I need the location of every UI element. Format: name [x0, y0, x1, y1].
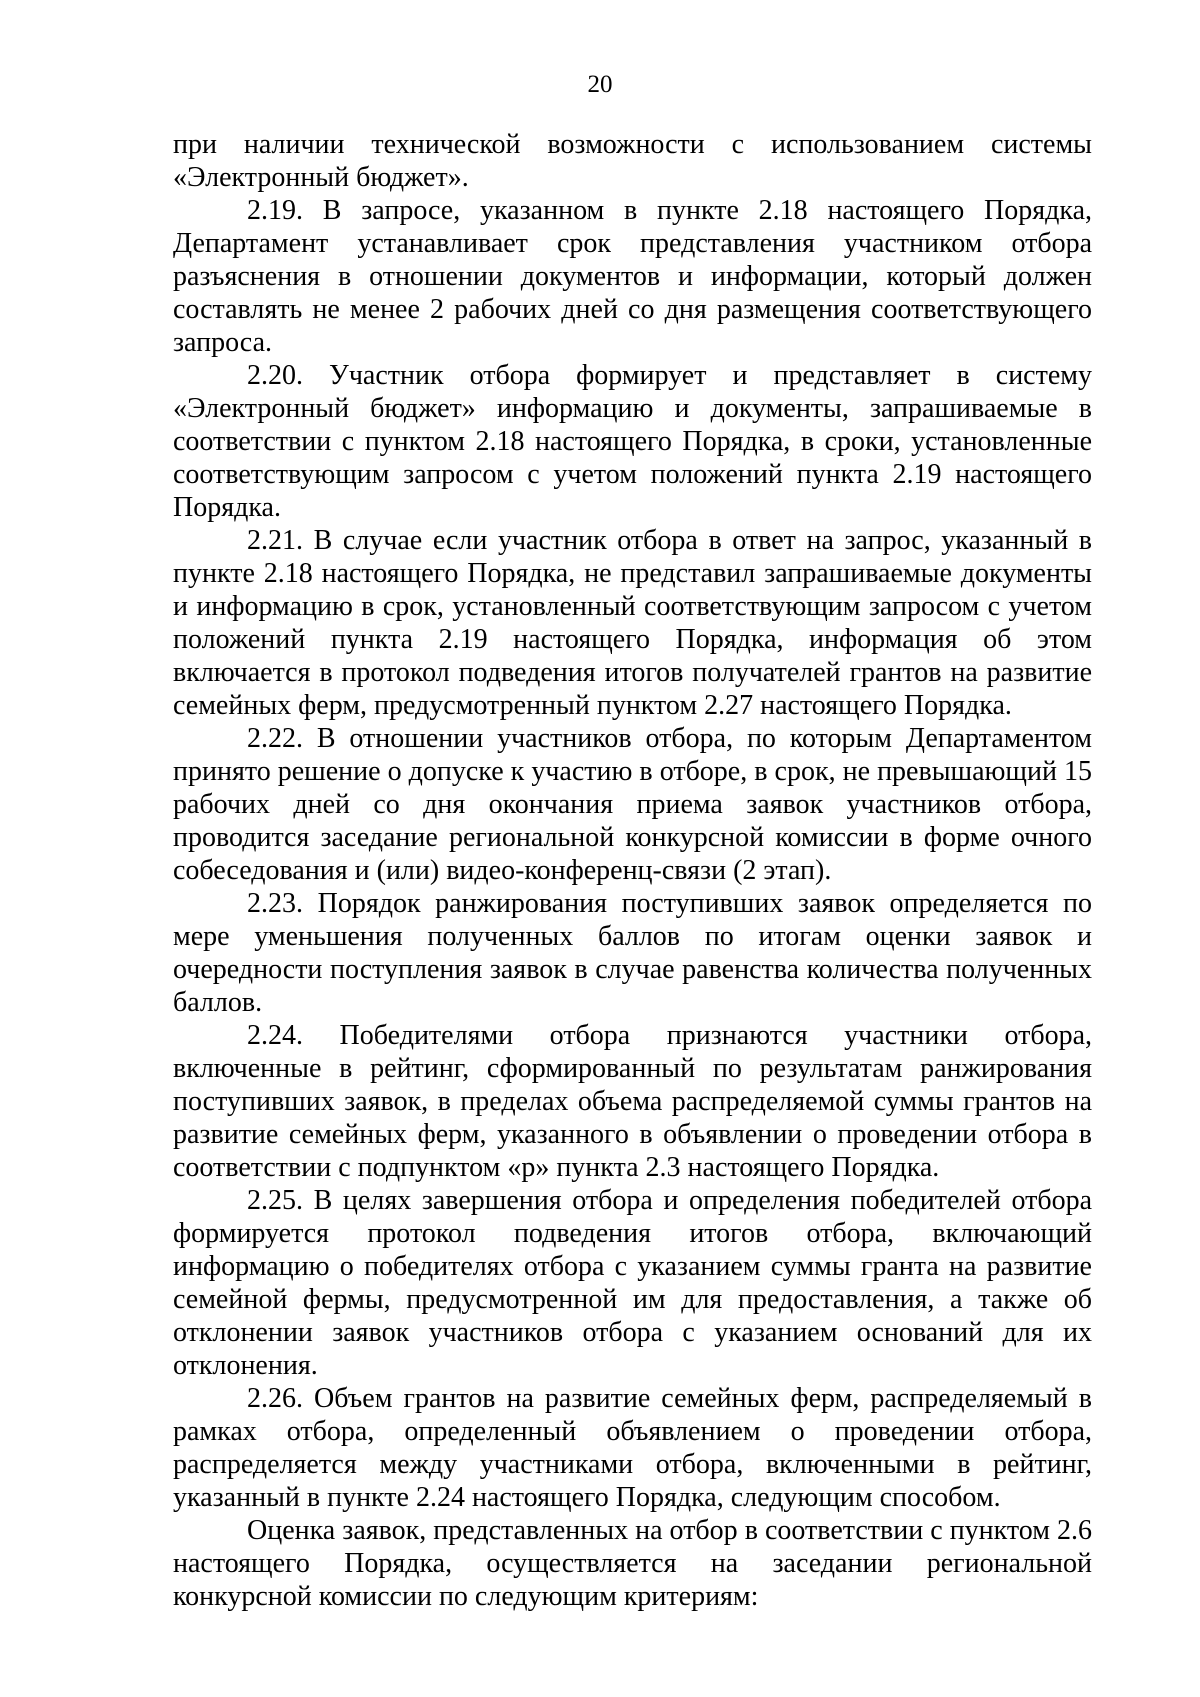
paragraph-2-25: 2.25. В целях завершения отбора и определения победителей отбора формируется протокол подведения итогов отбора, включающий информацию о победителях отбора с указанием суммы гранта на развитие семейной фермы, предусмотренной им для предоставления, а также об отклонении заявок участников отбора с указанием оснований для их отклонения. [173, 1185, 1092, 1381]
paragraph-2-20: 2.20. Участник отбора формирует и представляет в систему «Электронный бюджет» информацию и документы, запрашиваемые в соответствии с пунктом 2.18 настоящего Порядка, в сроки, установленные соответствующим запросом с учетом положений пункта 2.19 настоящего Порядка. [173, 360, 1092, 523]
paragraph-2-26: 2.26. Объем грантов на развитие семейных ферм, распределяемый в рамках отбора, определенный объявлением о проведении отбора, распределяется между участниками отбора, включенными в рейтинг, указанный в пункте 2.24 настоящего Порядка, следующим способом. [173, 1383, 1092, 1513]
paragraph-2-19: 2.19. В запросе, указанном в пункте 2.18 настоящего Порядка, Департамент устанавливает срок представления участником отбора разъяснения в отношении документов и информации, который должен составлять не менее 2 рабочих дней со дня размещения соответствующего запроса. [173, 195, 1092, 358]
paragraph-continuation: при наличии технической возможности с использованием системы «Электронный бюджет». [173, 129, 1092, 193]
paragraph-2-24: 2.24. Победителями отбора признаются участники отбора, включенные в рейтинг, сформированный по результатам ранжирования поступивших заявок, в пределах объема распределяемой суммы грантов на развитие семейных ферм, указанного в объявлении о проведении отбора в соответствии с подпунктом «р» пункта 2.3 настоящего Порядка. [173, 1020, 1092, 1183]
document-body [173, 128, 1092, 1613]
paragraph-2-21: 2.21. В случае если участник отбора в ответ на запрос, указанный в пункте 2.18 настоящего Порядка, не представил запрашиваемые документы и информацию в срок, установленный соответствующим запросом с учетом положений пункта 2.19 настоящего Порядка, информация об этом включается в протокол подведения итогов получателей грантов на развитие семейных ферм, предусмотренный пунктом 2.27 настоящего Порядка. [173, 525, 1092, 721]
paragraph-2-22: 2.22. В отношении участников отбора, по которым Департаментом принято решение о допуске к участию в отборе, в срок, не превышающий 15 рабочих дней со дня окончания приема заявок участников отбора, проводится заседание региональной конкурсной комиссии в форме очного собеседования и (или) видео-конференц-связи (2 этап). [173, 723, 1092, 886]
paragraph-2-23: 2.23. Порядок ранжирования поступивших заявок определяется по мере уменьшения полученных баллов по итогам оценки заявок и очередности поступления заявок в случае равенства количества полученных баллов. [173, 888, 1092, 1018]
paragraph-evaluation: Оценка заявок, представленных на отбор в соответствии с пунктом 2.6 настоящего Порядка, осуществляется на заседании региональной конкурсной комиссии по следующим критериям: [173, 1515, 1092, 1612]
page-number: 20 [587, 71, 613, 98]
